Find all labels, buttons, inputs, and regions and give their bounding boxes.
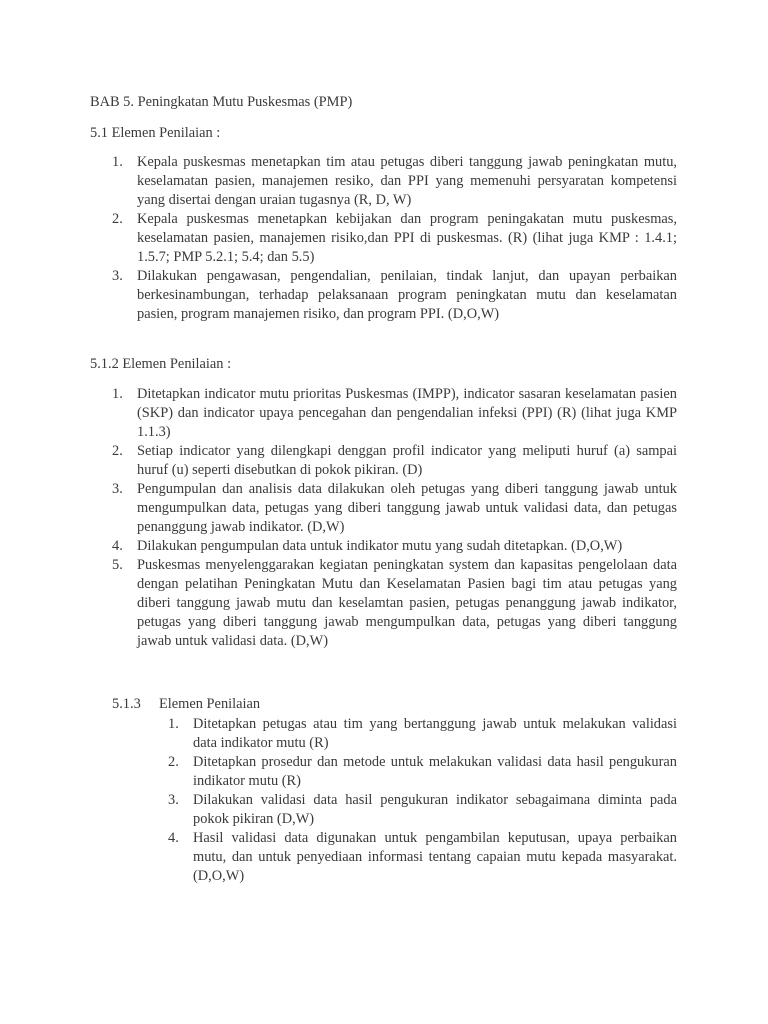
section-heading (112, 695, 260, 714)
list-item (112, 537, 677, 556)
list-item (168, 791, 677, 829)
document-title: BAB 5. Peningkatan Mutu Puskesmas (PMP) (90, 94, 353, 110)
item-text: Pengumpulan dan analisis data dilakukan oleh petugas yang diberi tanggung jawab untuk mengumpulkan data, petugas yang diberi tanggung jawab untuk validasi data, dan petugas penanggung jawab indikator. (D,W) (137, 481, 677, 535)
item-number: 2. (112, 211, 123, 227)
list-item (112, 210, 677, 267)
item-text: Dilakukan pengumpulan data untuk indikator mutu yang sudah ditetapkan. (D,O,W) (137, 538, 623, 554)
item-number: 1. (168, 716, 179, 732)
item-number: 3. (168, 792, 179, 808)
item-text: Ditetapkan indicator mutu prioritas Puskesmas (IMPP), indicator sasaran keselamatan pasien (SKP) dan indicator upaya pencegahan dan pengendalian infeksi (PPI) (R) (lihat juga KMP 1.1.3) (137, 386, 677, 440)
item-number: 1. (112, 386, 123, 402)
criteria-list (112, 385, 677, 651)
list-item (112, 442, 677, 480)
list-item (112, 153, 677, 210)
criteria-list (168, 715, 677, 886)
item-text: Hasil validasi data digunakan untuk pengambilan keputusan, upaya perbaikan mutu, dan untuk penyediaan informasi tentang capaian mutu kepada masyarakat. (D,O,W) (193, 830, 677, 884)
item-number: 5. (112, 557, 123, 573)
item-number: 3. (112, 268, 123, 284)
item-text: Kepala puskesmas menetapkan kebijakan dan program peningakatan mutu puskesmas, keselamatan pasien, manajemen risiko,dan PPI di puskesmas. (R) (lihat juga KMP : 1.4.1; 1.5.7; PMP 5.2.1; 5.4; dan 5.5) (137, 211, 677, 265)
item-text: Dilakukan pengawasan, pengendalian, penilaian, tindak lanjut, dan upayan perbaikan berkesinambungan, terhadap pelaksanaan program peningkatan mutu dan keselamatan pasien, program manajemen risiko, dan program PPI. (D,O,W) (137, 268, 677, 322)
list-item (112, 385, 677, 442)
section-heading-label: Elemen Penilaian (159, 696, 261, 712)
section-number: 5.1.3 (112, 696, 141, 712)
list-item (112, 267, 677, 324)
list-item (168, 715, 677, 753)
list-item (112, 556, 677, 651)
item-number: 3. (112, 481, 123, 497)
item-number: 2. (112, 443, 123, 459)
section-heading: 5.1.2 Elemen Penilaian : (90, 356, 232, 372)
item-number: 4. (168, 830, 179, 846)
item-number: 2. (168, 754, 179, 770)
item-number: 4. (112, 538, 123, 554)
list-item (168, 753, 677, 791)
item-text: Ditetapkan prosedur dan metode untuk melakukan validasi data hasil pengukuran indikator mutu (R) (193, 754, 677, 789)
criteria-list (112, 153, 677, 324)
item-number: 1. (112, 154, 123, 170)
list-item (168, 829, 677, 886)
item-text: Puskesmas menyelenggarakan kegiatan peningkatan system dan kapasitas pengelolaan data dengan pelatihan Peningkatan Mutu dan Keselamatan Pasien bagi tim atau petugas yang diberi tanggung jawab mutu dan keselamtan pasien, petugas penanggung jawab indikator, petugas yang diberi tanggung jawab mengumpulkan data, petugas yang diberi tanggung jawab untuk validasi data. (D,W) (137, 557, 677, 649)
section-heading: 5.1 Elemen Penilaian : (90, 125, 221, 141)
item-text: Dilakukan validasi data hasil pengukuran indikator sebagaimana diminta pada pokok pikiran (D,W) (193, 792, 677, 827)
item-text: Ditetapkan petugas atau tim yang bertanggung jawab untuk melakukan validasi data indikator mutu (R) (193, 716, 677, 751)
item-text: Kepala puskesmas menetapkan tim atau petugas diberi tanggung jawab peningkatan mutu, keselamatan pasien, manajemen resiko, dan PPI yang memenuhi persyaratan kompetensi yang disertai dengan uraian tugasnya (R, D, W) (137, 154, 677, 208)
item-text: Setiap indicator yang dilengkapi denggan profil indicator yang meliputi huruf (a) sampai huruf (u) seperti disebutkan di pokok pikiran. (D) (137, 443, 677, 478)
list-item (112, 480, 677, 537)
